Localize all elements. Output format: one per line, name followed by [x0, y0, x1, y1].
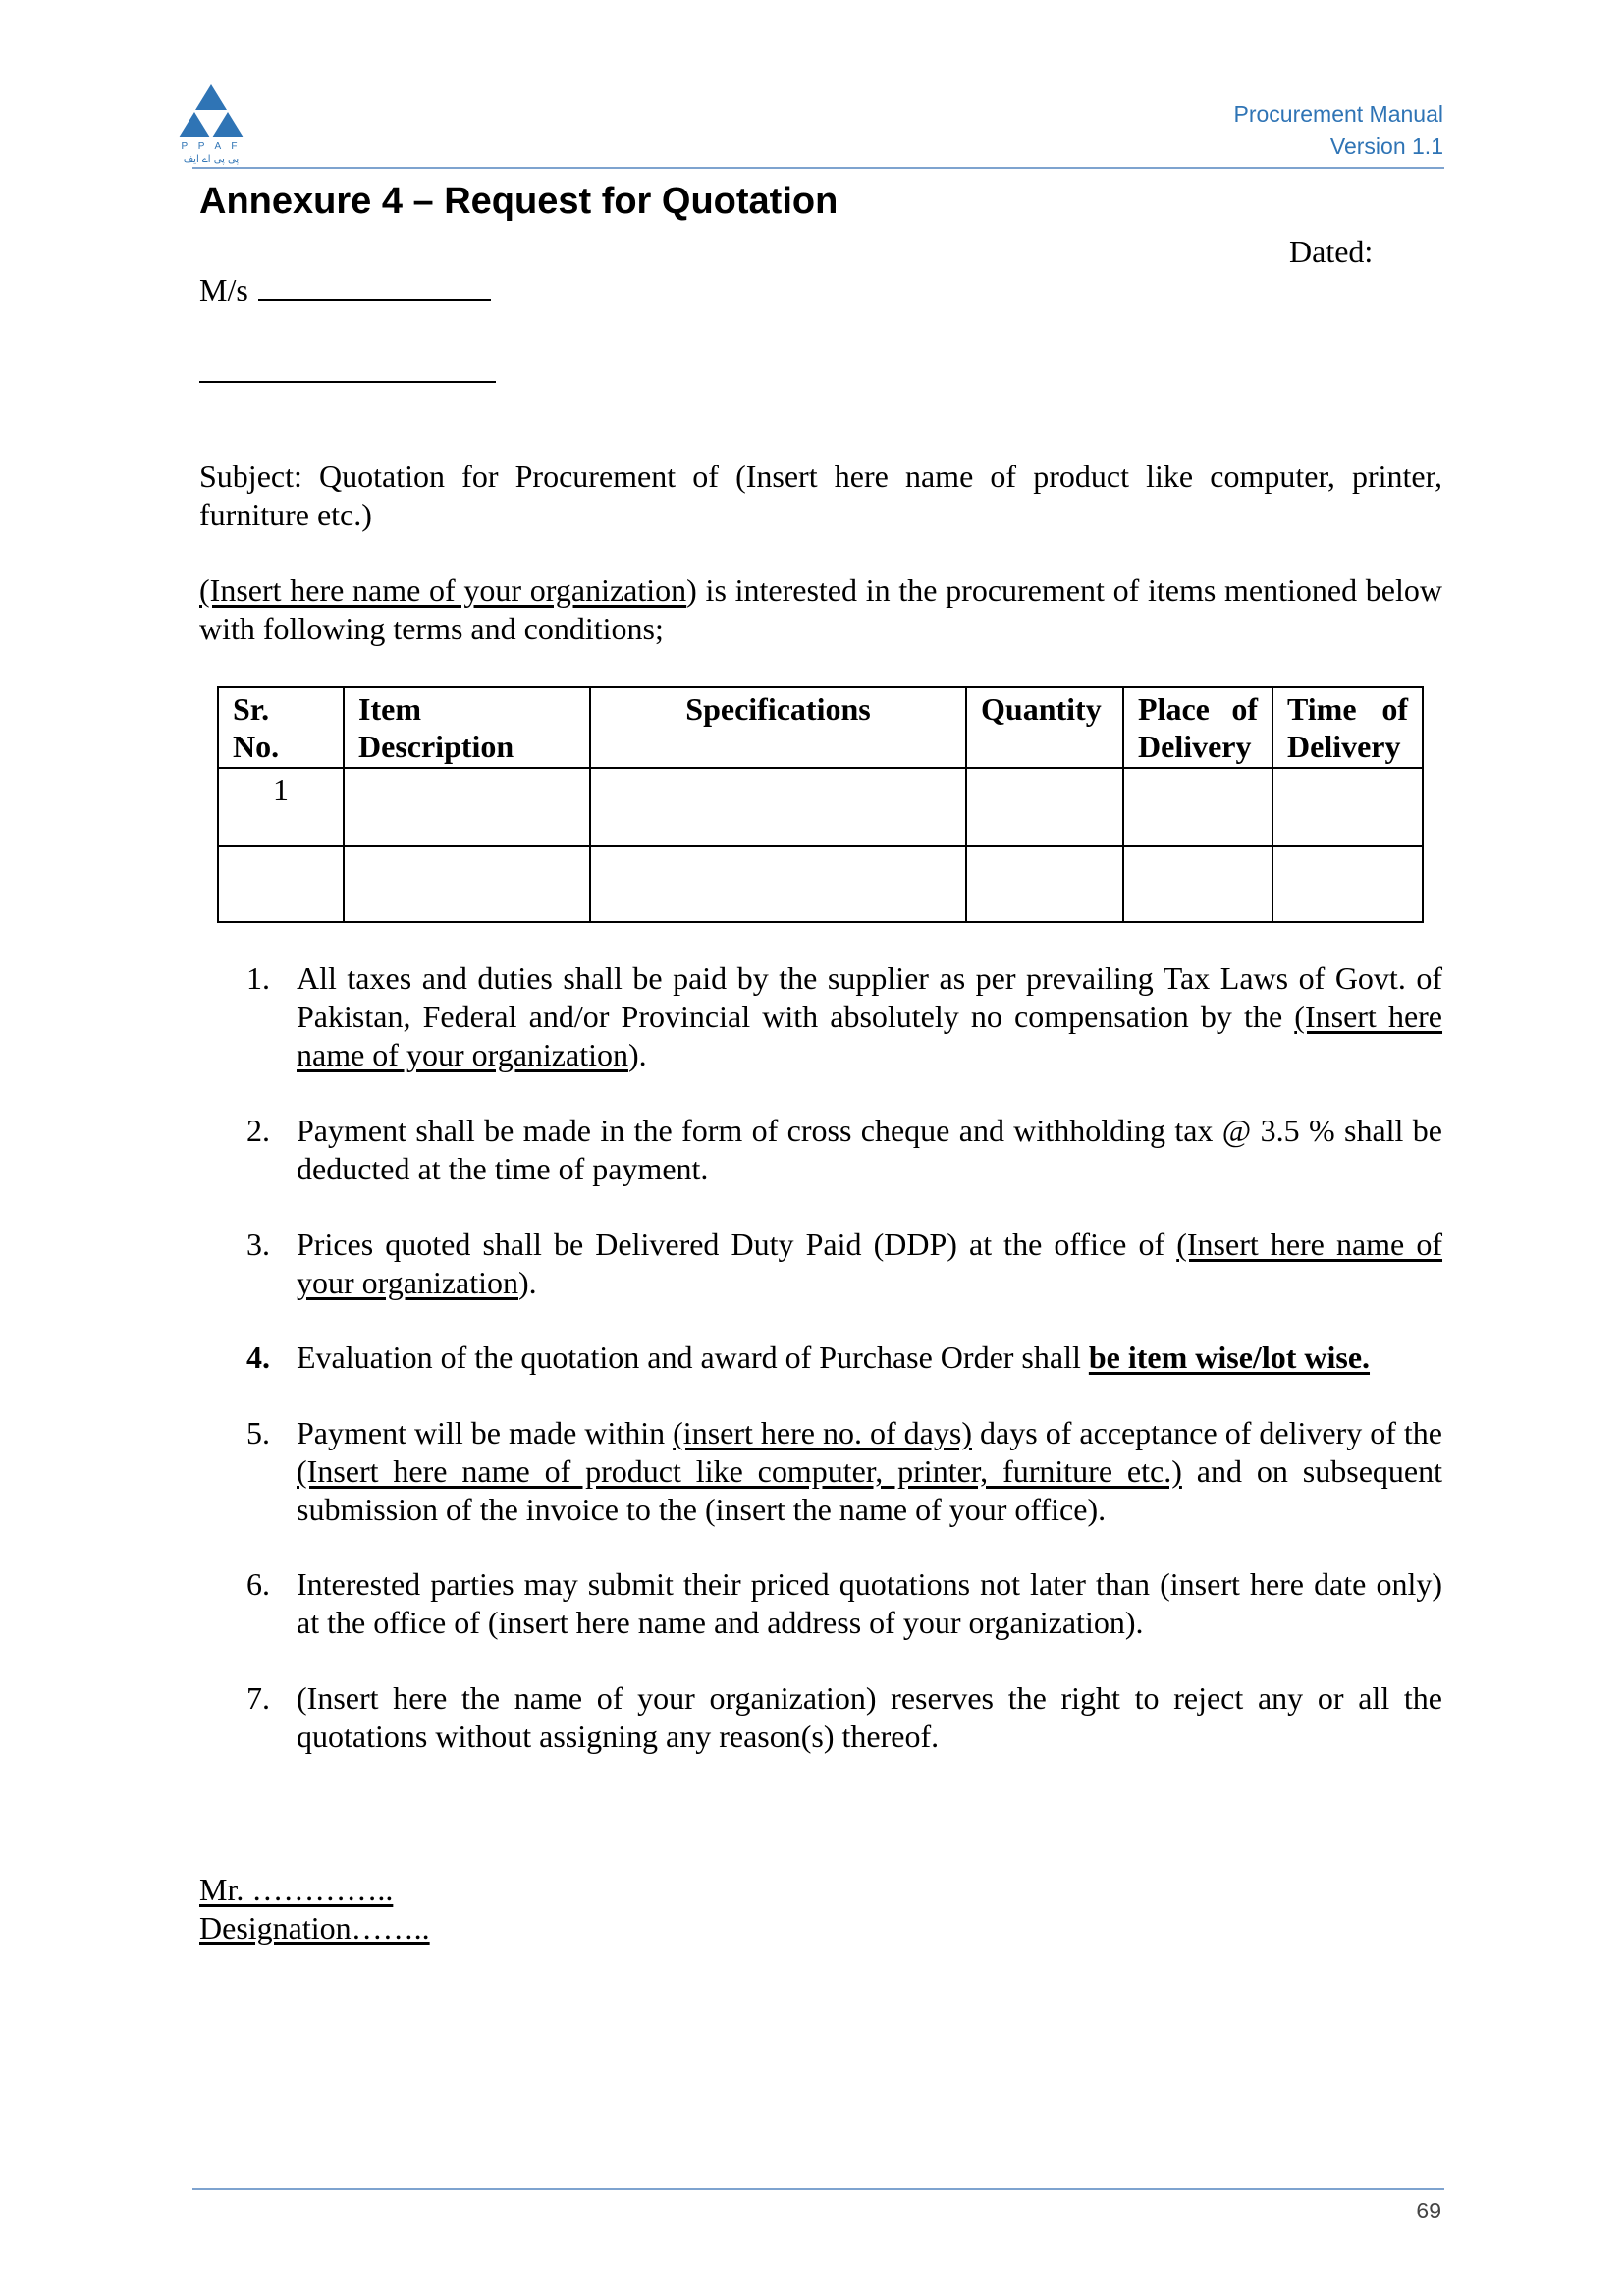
page-title: Annexure 4 – Request for Quotation: [199, 181, 839, 222]
signatory-name: Mr. …………..: [199, 1872, 394, 1907]
cell-place-of-delivery: [1123, 846, 1272, 922]
intro-paragraph: [199, 572, 1442, 648]
running-header: [1234, 98, 1444, 163]
table-row: [218, 846, 1423, 922]
footer-rule: [192, 2188, 1444, 2190]
header-item-description: Item Description: [344, 687, 590, 768]
header-place-of-delivery: Place of Delivery: [1123, 687, 1272, 768]
page-number: 69: [1416, 2198, 1441, 2223]
manual-title: Procurement Manual: [1233, 101, 1443, 127]
logo-urdu-text: پی پی اے ایف: [183, 154, 240, 165]
header-time-of-delivery: Time of Delivery: [1272, 687, 1423, 768]
cell-sr-no: 1: [218, 768, 344, 846]
cell-quantity: [966, 846, 1123, 922]
cell-item-description: [344, 768, 590, 846]
table-row: [218, 768, 1423, 846]
header-specifications: Specifications: [590, 687, 966, 768]
cell-specifications: [590, 846, 966, 922]
ms-blank: [258, 271, 491, 301]
quotation-table: [217, 686, 1424, 923]
header-rule: [192, 167, 1444, 169]
intro-rest: ) is interested in the procurement of items mentioned below with following terms and conditions;: [199, 573, 1443, 646]
dated-label: Dated:: [1289, 234, 1374, 269]
ppaf-logo: [169, 81, 253, 165]
address-blank: [199, 381, 496, 383]
addressee-line: [199, 270, 491, 309]
cell-place-of-delivery: [1123, 768, 1272, 846]
header-quantity: Quantity: [966, 687, 1123, 768]
logo-latin-text: P P A F: [181, 141, 242, 152]
cell-time-of-delivery: [1272, 768, 1423, 846]
header-sr-no: Sr. No.: [218, 687, 344, 768]
cell-time-of-delivery: [1272, 846, 1423, 922]
ms-label: M/s: [199, 272, 248, 307]
cell-specifications: [590, 768, 966, 846]
signature-block: [199, 1871, 430, 1947]
cell-sr-no: [218, 846, 344, 922]
signatory-designation: Designation……..: [199, 1910, 430, 1945]
org-placeholder: (Insert here name of your organization: [199, 573, 687, 608]
version-label: Version 1.1: [1329, 134, 1443, 159]
cell-quantity: [966, 768, 1123, 846]
cell-item-description: [344, 846, 590, 922]
subject-line: Subject: Quotation for Procurement of (Insert here name of product like computer, printer, furniture etc.): [199, 459, 1442, 532]
table-header-row: [218, 687, 1423, 768]
